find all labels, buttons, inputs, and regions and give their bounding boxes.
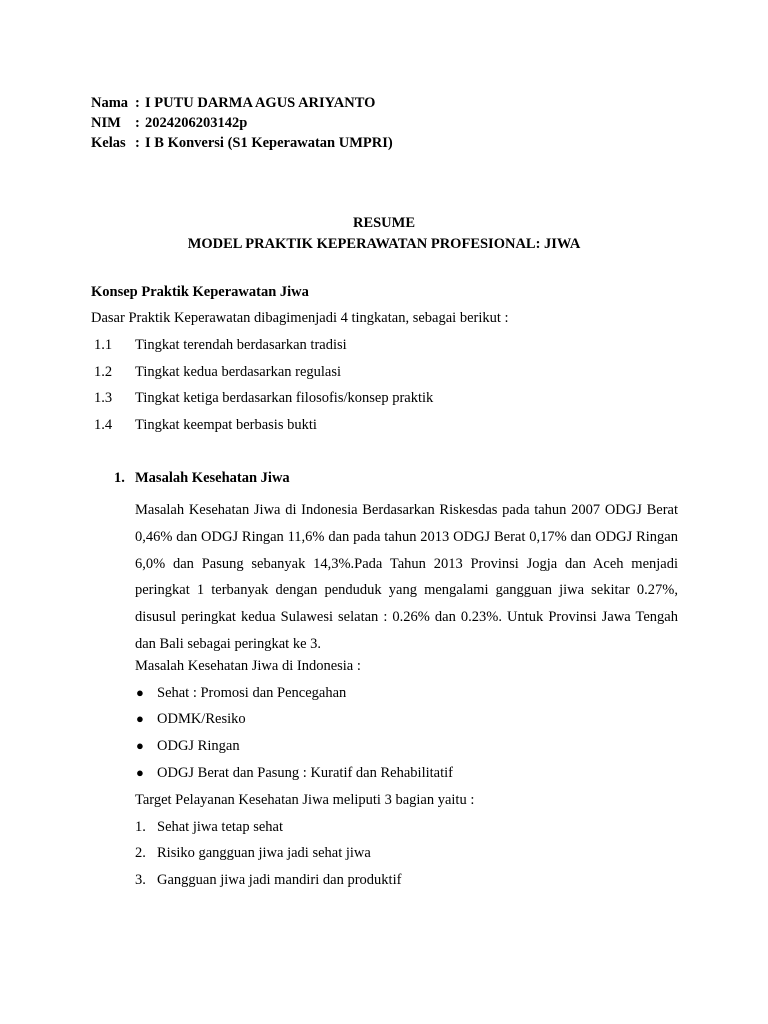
nim-separator: :	[135, 115, 140, 131]
name-label: Nama	[91, 95, 129, 111]
target-item	[135, 845, 678, 872]
bullet-text: ODGJ Berat dan Pasung : Kuratif dan Rehabilitatif	[157, 764, 453, 781]
section-number: 1.	[114, 470, 125, 486]
bullet-icon: ●	[136, 711, 144, 727]
bullet-icon: ●	[136, 764, 144, 780]
list-item	[135, 738, 678, 765]
student-info	[91, 93, 393, 153]
nim-row	[91, 113, 393, 133]
section-body	[135, 497, 678, 899]
target-item	[135, 819, 678, 846]
target-intro: Target Pelayanan Kesehatan Jiwa meliputi 3 bagian yaitu :	[135, 791, 475, 808]
list-item	[135, 711, 678, 738]
concept-item-text: Tingkat kedua berdasarkan regulasi	[135, 363, 342, 380]
nim-label: NIM	[91, 115, 121, 131]
concept-item-text: Tingkat terendah berdasarkan tradisi	[135, 337, 347, 353]
concept-item-text: Tingkat keempat berbasis bukti	[135, 416, 317, 433]
concept-heading: Konsep Praktik Keperawatan Jiwa	[91, 284, 309, 300]
list-item	[135, 685, 678, 712]
target-text: Sehat jiwa tetap sehat	[157, 818, 284, 835]
concept-item	[91, 364, 691, 391]
target-text: Risiko gangguan jiwa jadi sehat jiwa	[157, 845, 371, 862]
target-text: Gangguan jiwa jadi mandiri dan produktif	[157, 872, 402, 889]
concept-item-number: 1.1	[94, 337, 113, 353]
concept-item-number: 1.2	[94, 363, 113, 380]
concept-item	[91, 390, 691, 417]
name-separator: :	[135, 95, 140, 111]
section-title: Masalah Kesehatan Jiwa	[135, 470, 290, 486]
bullet-icon: ●	[136, 684, 144, 700]
class-label: Kelas	[91, 135, 126, 151]
target-number: 2.	[135, 845, 146, 862]
name-value: I PUTU DARMA AGUS ARIYANTO	[145, 95, 376, 111]
list-intro: Masalah Kesehatan Jiwa di Indonesia :	[135, 657, 361, 674]
name-row	[91, 93, 393, 113]
target-number: 1.	[135, 818, 146, 835]
class-separator: :	[135, 135, 140, 151]
mental-health-section	[114, 470, 678, 899]
section-heading	[114, 470, 678, 497]
target-number: 3.	[135, 872, 146, 889]
nim-value: 2024206203142p	[145, 115, 248, 131]
concept-item	[91, 337, 691, 364]
bullet-text: Sehat : Promosi dan Pencegahan	[157, 684, 347, 701]
concept-item-number: 1.3	[94, 390, 113, 406]
section-paragraph: Masalah Kesehatan Jiwa di Indonesia Berdasarkan Riskesdas pada tahun 2007 ODGJ Berat 0,46% dan ODGJ Ringan 11,6% dan pada tahun 2013 ODGJ Berat 0,17% dan ODGJ Ringan 6,0% dan Pasung sebanyak 14,3%.Pada Tahun 2013 Provinsi Jogja dan Aceh menjadi peringkat 1 terbanyak dengan penduduk yang mengalami gangguan jiwa sekitar 0.27%, disusul peringkat kedua Sulawesi selatan : 0.26% dan 0.23%. Untuk Provinsi Jawa Tengah dan Bali sebagai peringkat ke 3.	[135, 502, 678, 652]
bullet-text: ODGJ Ringan	[157, 738, 240, 755]
concept-section	[91, 284, 691, 443]
concept-intro: Dasar Praktik Keperawatan dibagimenjadi 4 tingkatan, sebagai berikut :	[91, 310, 509, 326]
document-title: RESUME	[352, 215, 416, 231]
concept-item-number: 1.4	[94, 416, 113, 433]
class-row	[91, 133, 393, 153]
class-value: I B Konversi (S1 Keperawatan UMPRI)	[145, 135, 393, 151]
target-item	[135, 872, 678, 899]
document-subtitle: MODEL PRAKTIK KEPERAWATAN PROFESIONAL: JIWA	[187, 236, 581, 252]
bullet-text: ODMK/Resiko	[157, 711, 246, 728]
list-item	[135, 765, 678, 792]
concept-item-text: Tingkat ketiga berdasarkan filosofis/konsep praktik	[135, 390, 434, 406]
concept-item	[91, 417, 691, 444]
bullet-icon: ●	[136, 738, 144, 754]
